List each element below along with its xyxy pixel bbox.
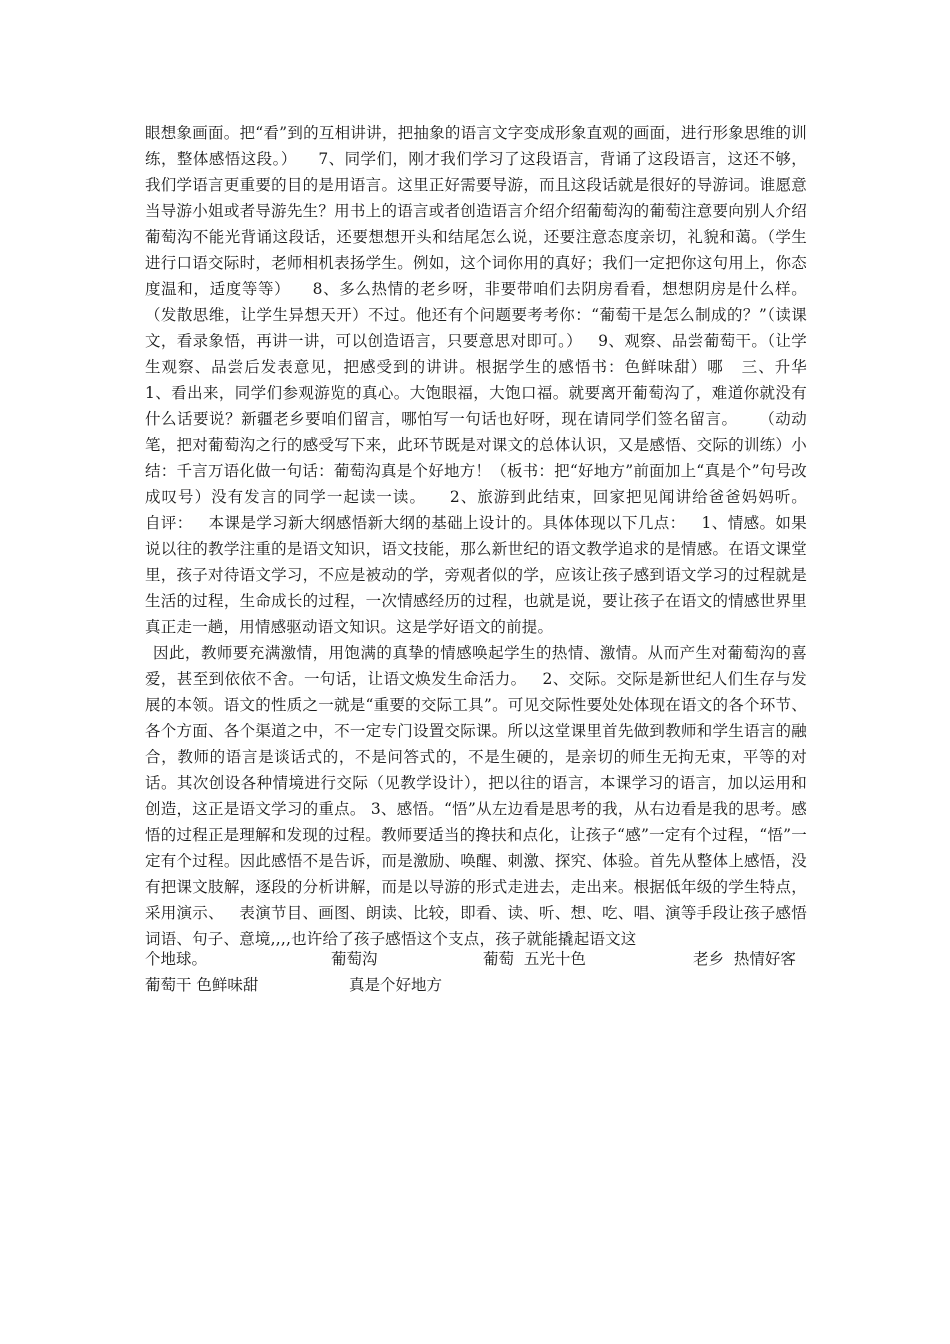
document-body xyxy=(145,120,833,952)
board-item-raisins: 葡萄干 色鲜味甜 xyxy=(145,976,259,994)
board-item-grape-valley: 葡萄沟 xyxy=(331,950,378,968)
board-summary-line-1 xyxy=(145,946,807,972)
board-item-good-place: 真是个好地方 xyxy=(349,976,443,994)
board-item-grapes: 葡萄 五光十色 xyxy=(483,950,586,968)
paragraph-self-evaluation: 因此，教师要充满激情，用饱满的真挚的情感唤起学生的热情、激情。从而产生对葡萄沟的喜爱，甚至到依依不舍。一句话，让语文焕发生命活力。 2、交际。交际是新世纪人们生存与发展的本领。语文的性质之一就是“重要的交际工具”。可见交际性要处处体现在语文的各个环节、各个方面、各个渠道之中，不一定专门设置交际课。所以这堂课里首先做到教师和学生语言的融合，教师的语言是谈话式的，不是问答式的，不是生硬的，是亲切的师生无拘无束，平等的对话。其次创设各种情境进行交际（见教学设计），把以往的语言，本课学习的语言，加以运用和创造，这正是语文学习的重点。 3、感悟。“悟”从左边看是思考的我，从右边看是我的思考。感悟的过程正是理解和发现的过程。教师要适当的搀扶和点化，让孩子“感”一定有个过程，“悟”一定有个过程。因此感悟不是告诉，而是激励、唤醒、刺激、探究、体验。首先从整体上感悟，没有把课文肢解，逐段的分析讲解，而是以导游的形式走进去，走出来。根据低年级的学生特点，采用演示、 表演节目、画图、朗读、比较，即看、读、听、想、吃、唱、演等手段让孩子感悟词语、句子、意境,,,,也许给了孩子感悟这个支点，孩子就能撬起语文这 xyxy=(145,644,807,948)
paragraph-lesson-steps: 眼想象画面。把“看”到的互相讲讲，把抽象的语言文字变成形象直观的画面，进行形象思维的训练，整体感悟这段。） 7、同学们，刚才我们学习了这段语言，背诵了这段语言，这还不够，我们学语言更重要的目的是用语言。这里正好需要导游，而且这段话就是很好的导游词。谁愿意当导游小姐或者导游先生？用书上的语言或者创造语言介绍介绍葡萄沟的葡萄注意要向别人介绍葡萄沟不能光背诵这段话，还要想想开头和结尾怎么说，还要注意态度亲切，礼貌和蔼。（学生进行口语交际时，老师相机表扬学生。例如，这个词你用的真好；我们一定把你这句用上，你态度温和，适度等等） 8、多么热情的老乡呀，非要带咱们去阴房看看，想想阴房是什么样。（发散思维，让学生异想天开）不过。他还有个问题要考考你：“葡萄干是怎么制成的？”（读课文，看录象悟，再讲一讲，可以创造语言，只要意思对即可。） 9、观察、品尝葡萄干。（让学生观察、品尝后发表意见，把感受到的讲讲。根据学生的感悟书：色鲜味甜）哪 三、升华 1、看出来，同学们参观游览的真心。大饱眼福，大饱口福。就要离开葡萄沟了，难道你就没有什么话要说？新疆老乡要咱们留言，哪怕写一句话也好呀，现在请同学们签名留言。 （动动笔，把对葡萄沟之行的感受写下来，此环节既是对课文的总体认识，又是感悟、交际的训练）小结：千言万语化做一句话：葡萄沟真是个好地方！（板书：把“好地方”前面加上“真是个”句号改成叹号）没有发言的同学一起读一读。 2、旅游到此结束，回家把见闻讲给爸爸妈妈听。 自评： 本课是学习新大纲感悟新大纲的基础上设计的。具体体现以下几点： 1、情感。如果说以往的教学注重的是语文知识，语文技能，那么新世纪的语文教学追求的是情感。在语文课堂里，孩子对待语文学习，不应是被动的学，旁观者似的学，应该让孩子感到语文学习的过程就是生活的过程，生命成长的过程，一次情感经历的过程，也就是说，要让孩子在语文的情感世界里真正走一趟，用情感驱动语文知识。这是学好语文的前提。 xyxy=(145,124,833,636)
board-summary-line-2 xyxy=(145,972,807,998)
board-lead-text: 个地球。 xyxy=(145,950,208,968)
board-item-villager: 老乡 热情好客 xyxy=(693,950,796,968)
